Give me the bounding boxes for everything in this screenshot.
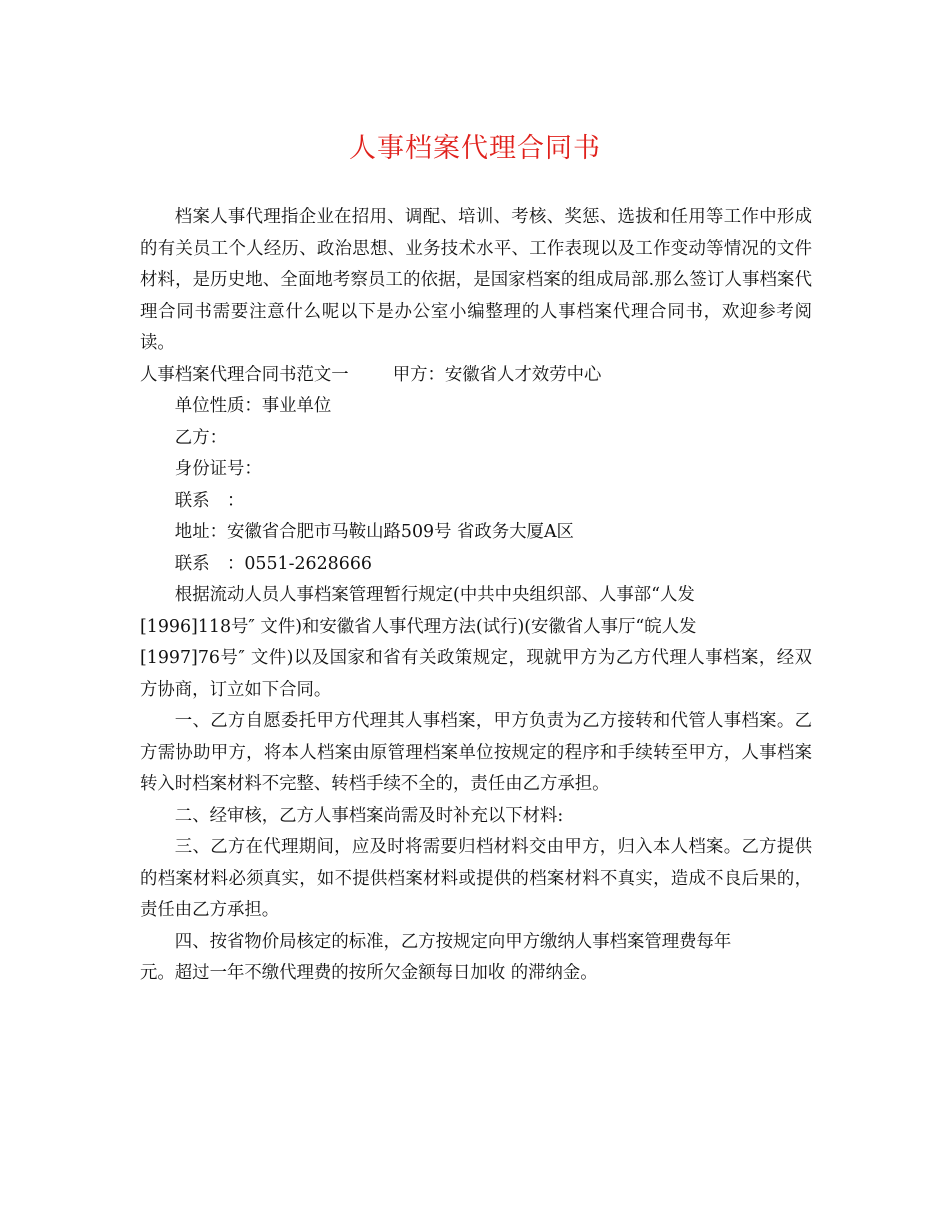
clause-4-line-1: 四、按省物价局核定的标准，乙方按规定向甲方缴纳人事档案管理费每年 (174, 931, 732, 952)
contact-a: 联系 ：0551-2628666 (174, 553, 372, 574)
document-body (140, 202, 812, 990)
clause-4 (140, 927, 812, 990)
document-title: 人事档案代理合同书 (349, 133, 601, 164)
intro-paragraph: 档案人事代理指企业在招用、调配、培训、考核、奖惩、选拔和任用等工作中形成的有关员工个人经历、政治思想、业务技术水平、工作表现以及工作变动等情况的文件材料，是历史地、全面地考察员工的依据，是国家档案的组成局部.那么签订人事档案代理合同书需要注意什么呢以下是办公室小编整理的人事档案代理合同书，欢迎参考阅读。 (140, 207, 812, 353)
contact-b: 联系 ： (174, 490, 245, 511)
unit-nature: 单位性质：事业单位 (174, 396, 332, 416)
basis-line-3: [1997]76号″ 文件)以及国家和省有关政策规定，现就甲方为乙方代理人事档案，经双方协商，订立如下合同。 (140, 648, 812, 700)
clause-3: 三、乙方在代理期间，应及时将需要归档材料交由甲方，归入本人档案。乙方提供的档案材料必须真实，如不提供档案材料或提供的档案材料不真实，造成不良后果的，责任由乙方承担。 (140, 837, 812, 920)
sample-heading-line (140, 360, 812, 392)
basis-paragraph (140, 580, 812, 706)
party-b: 乙方： (174, 427, 227, 448)
sample-heading: 人事档案代理合同书范文一 (140, 364, 349, 385)
clause-1: 一、乙方自愿委托甲方代理其人事档案，甲方负责为乙方接转和代管人事档案。乙方需协助甲方，将本人档案由原管理档案单位按规定的程序和手续转至甲方，人事档案转入时档案材料不完整、转档手续不全的，责任由乙方承担。 (140, 711, 812, 794)
basis-line-1: 根据流动人员人事档案管理暂行规定(中共中央组织部、人事部“人发 (174, 585, 695, 605)
basis-line-2: [1996]118号″ 文件)和安徽省人事代理方法(试行)(安徽省人事厅“皖人发 (140, 616, 697, 637)
clause-2: 二、经审核，乙方人事档案尚需及时补充以下材料: (174, 805, 564, 826)
id-number: 身份证号： (174, 459, 262, 479)
clause-4-line-2: 元。超过一年不缴代理费的按所欠金额每日加收 的滞纳金。 (140, 963, 598, 983)
address: 地址：安徽省合肥市马鞍山路509号 省政务大厦A区 (174, 522, 574, 542)
party-a: 甲方：安徽省人才效劳中心 (392, 364, 602, 385)
